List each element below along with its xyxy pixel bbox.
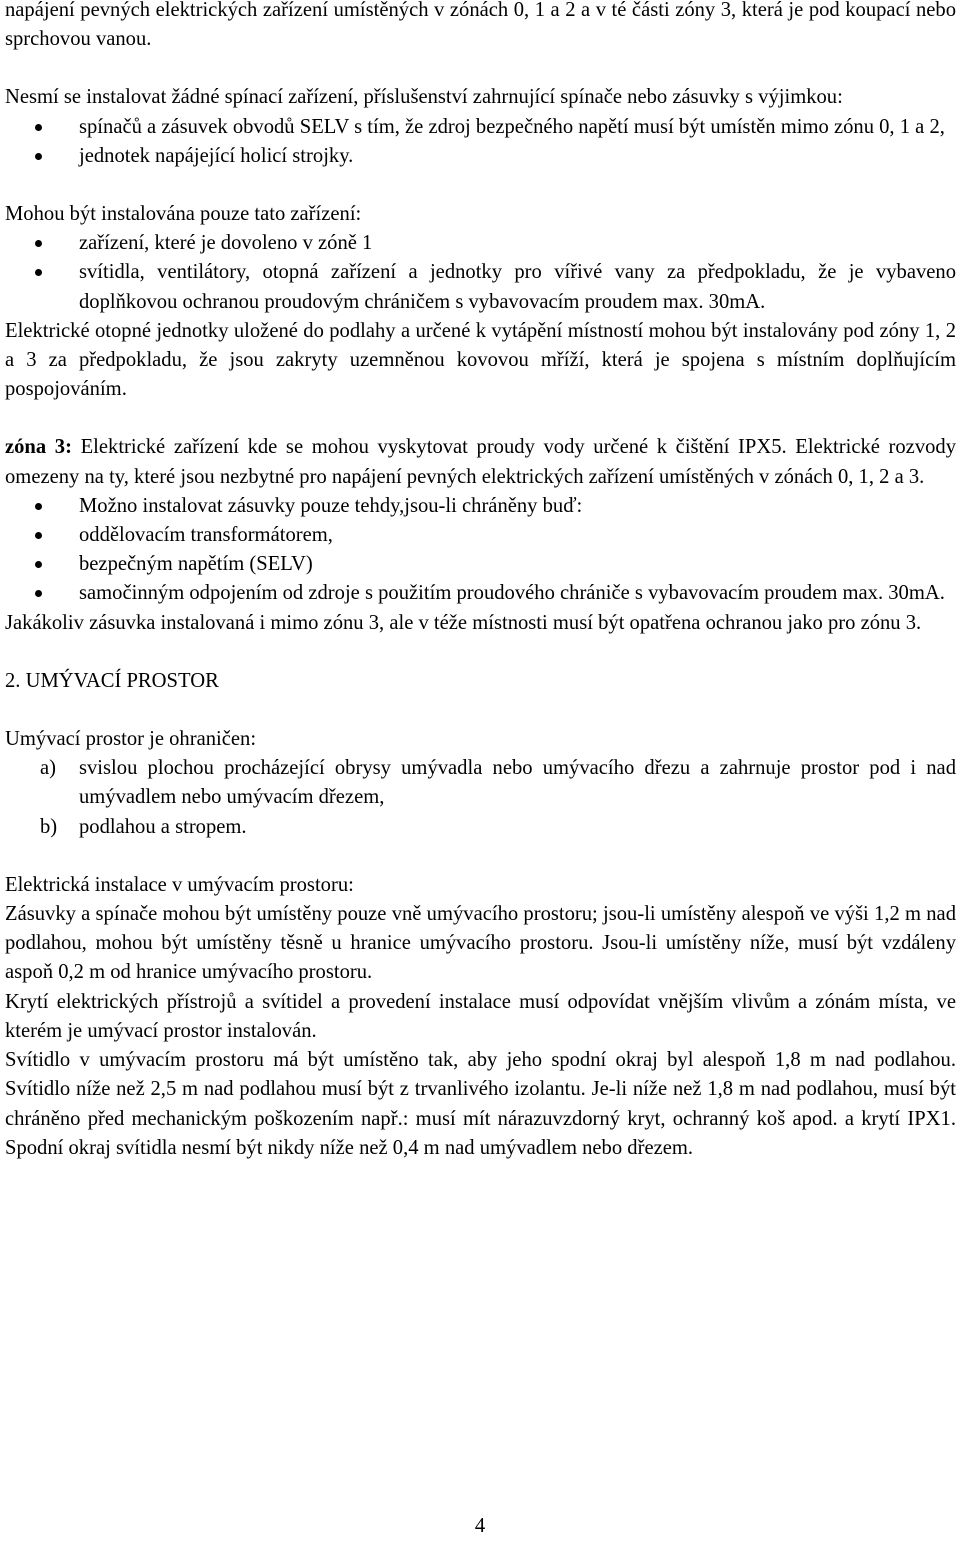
page-number: 4 [474, 1515, 486, 1537]
spacer [5, 171, 956, 200]
zone3-paragraph [5, 433, 956, 491]
boundary-list [5, 754, 956, 842]
installation-heading: Elektrická instalace v umývacím prostoru: [5, 873, 354, 896]
spacer [5, 404, 956, 433]
prohibited-list [5, 113, 956, 171]
section-lead: Umývací prostor je ohraničen: [5, 728, 257, 751]
installation-paragraph: Zásuvky a spínače mohou být umístěny pouze vně umývacího prostoru; jsou-li umístěny alespoň ve výši 1,2 m nad podlahou, mohou být umístěny těsně u hranice umývacího prostoru. Jsou-li umístěny níže, musí být vzdáleny aspoň 0,2 m od hranice umývacího prostoru. [5, 903, 956, 984]
list-item [5, 754, 956, 812]
document-page [5, 0, 956, 1163]
spacer [5, 638, 956, 667]
intro-paragraph: napájení pevných elektrických zařízení umístěných v zónách 0, 1 a 2 a v té části zóny 3, která je pod koupací nebo sprchovou vanou. [5, 0, 956, 51]
list-item: samočinným odpojením od zdroje s použitím proudového chrániče s vybavovacím proudem max. 30mA. [5, 579, 956, 608]
section-heading: 2. UMÝVACÍ PROSTOR [5, 669, 219, 692]
list-item-text: podlahou a stropem. [79, 815, 247, 838]
zone3-list [5, 492, 956, 609]
spacer [5, 696, 956, 725]
list-item [5, 813, 956, 842]
zone3-text: Elektrické zařízení kde se mohou vyskytovat proudy vody určené k čištění IPX5. Elektrické rozvody omezeny na ty, které jsou nezbytné pro napájení pevných elektrických zařízení umístěných v zónách 0, 1, 2 a 3. [5, 436, 957, 488]
heating-paragraph: Elektrické otopné jednotky uložené do podlahy a určené k vytápění místností mohou být instalovány pod zóny 1, 2 a 3 za předpokladu, že jsou zakryty uzemněnou kovovou mříží, která je spojena s místním doplňujícím pospojováním. [5, 319, 956, 401]
list-item: svítidla, ventilátory, otopná zařízení a jednotky pro vířivé vany za předpokladu, že je vybaveno doplňkovou ochranou proudovým chráničem s vybavovacím proudem max. 30mA. [5, 258, 956, 316]
installation-paragraph: Svítidlo v umývacím prostoru má být umístěno tak, aby jeho spodní okraj byl alespoň 1,8 m nad podlahou. Svítidlo níže než 2,5 m nad podlahou musí být z trvanlivého izolantu. Je-li níže než 1,8 m nad podlahou, musí být chráněno před mechanickým poškozením např.: musí mít nárazuvzdorný kryt, ochranný koš apod. a krytí IPX1. Spodní okraj svítidla nesmí být nikdy níže než 0,4 m nad umývadlem nebo dřezem. [5, 1049, 956, 1159]
list-item: zařízení, které je dovoleno v zóně 1 [5, 229, 956, 258]
spacer [5, 842, 956, 871]
list-item: oddělovacím transformátorem, [5, 521, 956, 550]
allowed-paragraph: Mohou být instalována pouze tato zařízení: [5, 203, 362, 226]
installation-paragraph: Krytí elektrických přístrojů a svítidel a provedení instalace musí odpovídat vnějším vlivům a zónám místa, ve kterém je umývací prostor instalován. [5, 990, 956, 1042]
prohibited-paragraph: Nesmí se instalovat žádné spínací zařízení, příslušenství zahrnující spínače nebo zásuvky s výjimkou: [5, 86, 843, 109]
zone3-label: zóna 3: [5, 436, 72, 459]
list-item: Možno instalovat zásuvky pouze tehdy,jsou-li chráněny buď: [5, 492, 956, 521]
list-item: jednotek napájející holicí strojky. [5, 142, 956, 171]
list-item: bezpečným napětím (SELV) [5, 550, 956, 579]
allowed-list [5, 229, 956, 317]
list-item: spínačů a zásuvek obvodů SELV s tím, že zdroj bezpečného napětí musí být umístěn mimo zónu 0, 1 a 2, [5, 113, 956, 142]
list-marker: b) [40, 815, 58, 838]
spacer [5, 54, 956, 83]
list-marker: a) [40, 757, 56, 780]
zone3-after-paragraph: Jakákoliv zásuvka instalovaná i mimo zónu 3, ale v téže místnosti musí být opatřena ochranou jako pro zónu 3. [5, 611, 922, 634]
list-item-text: svislou plochou procházející obrysy umývadla nebo umývacího dřezu a zahrnuje prostor pod i nad umývadlem nebo umývacím dřezem, [79, 757, 956, 809]
